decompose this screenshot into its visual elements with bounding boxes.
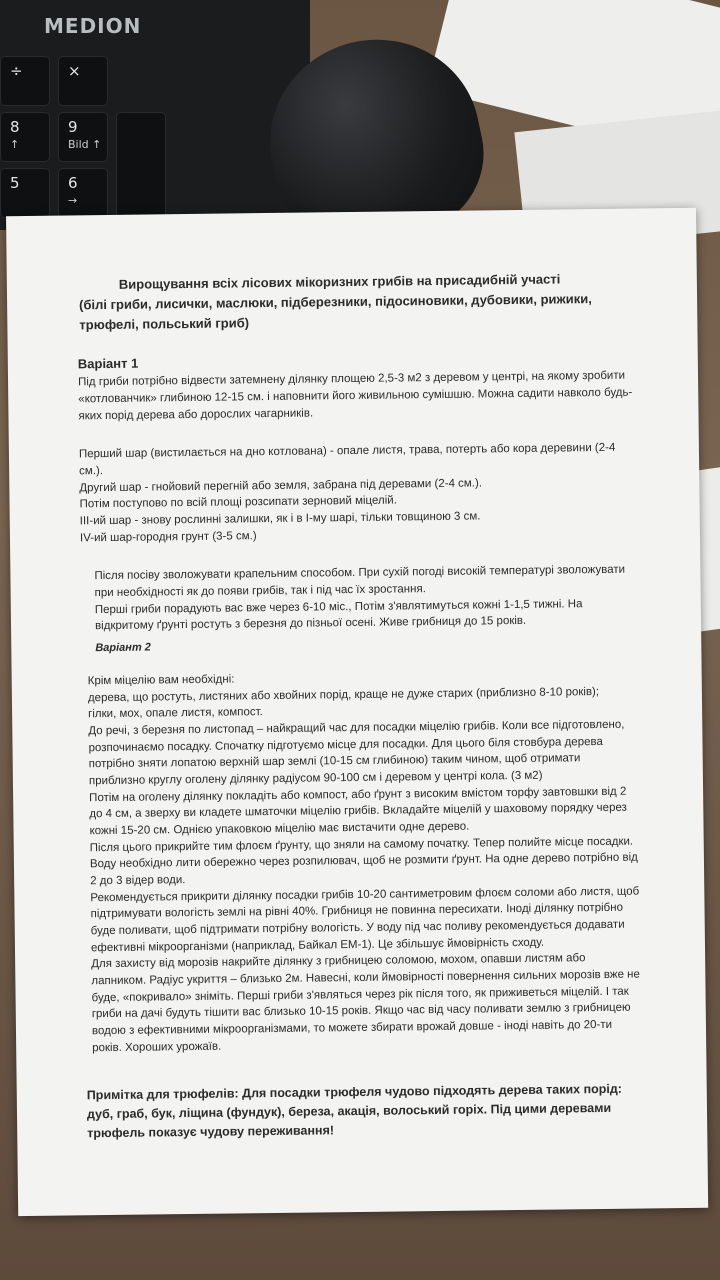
keyboard-key-5: 5 bbox=[0, 168, 50, 218]
variant-1-layers bbox=[79, 440, 635, 547]
layer-item: Другий шар - гнойовий перегній або земля, забрана під деревами (2-4 см.). bbox=[79, 477, 483, 494]
variant-2-paragraph: дерева, що ростуть, листяних або хвойних порід, краще не дуже старих (приблизно 8-10 років); bbox=[87, 685, 600, 704]
keyboard-key-8: 8 ↑ bbox=[0, 112, 50, 162]
document-subtitle: (білі гриби, лисички, маслюки, підберезники, підосиновики, дубовики, рижики, трюфелі, польський гриб) bbox=[79, 291, 592, 333]
truffle-note: Примітка для трюфелів: Для посадки трюфеля чудово підходять дерева таких порід: дуб, граб, бук, ліщина (фундук), береза, акація, волоський горіх. Під цими деревами трюфель показує чудову переживання! bbox=[86, 1082, 623, 1141]
variant-2-paragraph: гілки, мох, опале листя, компост. bbox=[88, 706, 263, 721]
keyboard-key-divide: ÷ bbox=[0, 56, 50, 106]
variant-2-paragraph: Рекомендується прикрити ділянку посадки грибів 10-20 сантиметровим флоєм соломи або листя, щоб підтримувати вологість землі на рівні 40%. Грибниця не повинна пересихати. Іноді ділянку потрібно буде поливати, щоб підтримати потрібну вологість. У воду під час поливу рекомендується додавати ефективні мікроорганізми (наприклад, Байкал ЕМ-1). Це збільшує ймовірність сходу. bbox=[90, 885, 640, 954]
variant-1-heading: Варіант 1 bbox=[77, 356, 139, 372]
layer-item: Перший шар (вистилається на дно котлована) - опале листя, трава, потерть або кора деревини (2-4 см.). bbox=[78, 442, 616, 478]
variant-2-body bbox=[88, 666, 642, 1056]
variant-2-paragraph: Потім на оголену ділянку покладіть або компост, або ґрунт з високим вмістом торфу завтовшки від 2 до 4 см, а зверху ви кладете шматочки міцелію грибів. Вкладайте міцелій у шаховому порядку через кожні 15-20 см. Однією упаковкою міцелію має вистачити одне дерево. bbox=[89, 785, 627, 838]
keyboard-key-6: 6 → bbox=[58, 168, 108, 218]
keyboard-key-9: 9 Bild ↑ bbox=[58, 112, 108, 162]
care-paragraph: Після посіву зволожувати крапельним способом. При сухій погоді високій температурі зволожувати при необхідності як до появи грибів, так і під час їх зростання. bbox=[94, 563, 626, 600]
document-sheet bbox=[6, 208, 708, 1216]
variant-2-heading: Варіант 2 bbox=[95, 641, 151, 655]
layer-item: Потім поступово по всій площі розсипати зерновий міцелій. bbox=[79, 494, 397, 511]
variant-2-paragraph: Для захисту від морозів накрийте ділянку з грибницею соломою, мохом, опавши листям або лапником. Радіус укриття – близько 2м. Навесні, коли ймовірності повернення сильних морозів вже не буде, «покривало» зніміть. Перші гриби з'являться через рік після того, як приживеться міцелій. І так гриби на дачі будуть тішити вас близько 10-15 років. Якщо час від часу поливати землю з грибницею водою з ефективними мікроорганізмами, то можете збирати врожай довше - іноді навіть до 20-ти років. Хороших урожаїв. bbox=[91, 952, 640, 1054]
care-paragraph: Перші гриби порадують вас вже через 6-10 міс., Потім з'являтимуться кожні 1-1,5 тижні. На відкритому ґрунті ростуть з березня до пізньої осені. Живе грибниця до 15 років. bbox=[94, 597, 583, 633]
keyboard-key-multiply: × bbox=[58, 56, 108, 106]
layer-item: IV-ий шар-городня грунт (3-5 см.) bbox=[79, 529, 257, 544]
variant-1-intro: Під гриби потрібно відвести затемнену ділянку площею 2,5-3 м2 з деревом у центрі, на якому зробити «котлованчик» глибиною 12-15 см. і наповнити його живильною сумішшю. Можна садити навколо будь-яких порід дерева або дорослих чагарників. bbox=[77, 369, 633, 422]
keyboard bbox=[0, 0, 310, 230]
keyboard-brand-logo: MEDION bbox=[44, 14, 142, 38]
variant-1-care bbox=[94, 562, 636, 635]
document-title: Вирощування всіх лісових мікоризних грибів на присадибній участі bbox=[118, 271, 561, 292]
variant-2-paragraph: До речі, з березня по листопад – найкращий час для посадки міцелію грибів. Коли все підготовлено, розпочинаємо посадку. Спочатку підготуємо місце для посадки. Для цього біля стовбура дерева потрібно зняти лопатою верхній шар землі (10-15 см глибиною) таким чином, щоб отримати приблизно круглу оголену ділянку радіусом 90-100 см і деревом у центрі кола. (3 м2) bbox=[88, 718, 625, 788]
document-content bbox=[77, 269, 643, 1143]
layer-item: ІІІ-ий шар - знову рослинні залишки, як і в І-му шарі, тільки товщиною 3 см. bbox=[79, 510, 481, 528]
variant-2-paragraph: Крім міцелію вам необхідні: bbox=[87, 673, 235, 688]
keyboard-key-plus bbox=[116, 112, 166, 218]
variant-2-paragraph: Після цього прикрийте тим флоєм ґрунту, що зняли на самому початку. Тепер полийте місце посадки. Воду необхідно лити обережно через розпилювач, щоб не розмити ґрунт. На одне дерево потрібно від 2 до 3 відер води. bbox=[89, 835, 638, 888]
document-title-block bbox=[79, 269, 633, 336]
